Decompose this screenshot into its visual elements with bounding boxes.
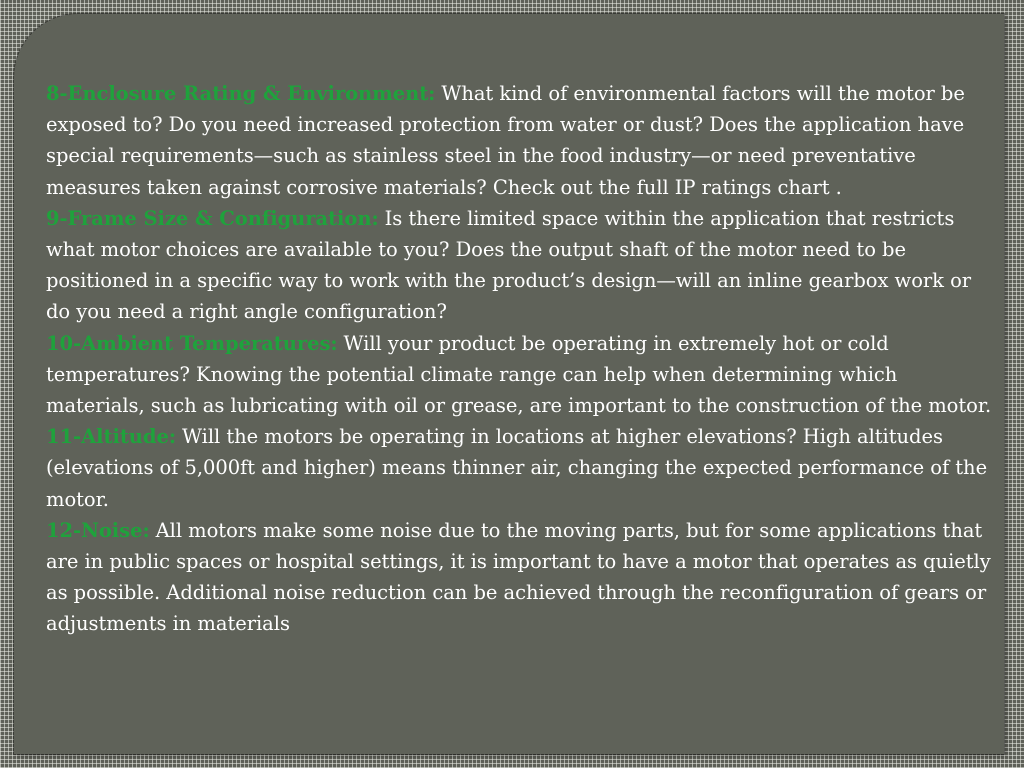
- section-heading: 8-Enclosure Rating & Environment:: [46, 82, 436, 105]
- section-noise: [46, 515, 994, 640]
- section-heading: 9-Frame Size & Configuration:: [46, 206, 379, 230]
- section-ambient-temperatures: [46, 328, 994, 422]
- section-body: What kind of environmental factors will the motor be exposed to? Do you need increased protection from water or dust? Does the application have special requirements—such as stainless steel in the food industry—or need preventative measures taken against corrosive materials? Check out the full IP ratings chart .: [46, 82, 965, 199]
- section-body: Is there limited space within the application that restricts what motor choices are available to you? Does the output shaft of the motor need to be positioned in a specific way to work with the product’s design—will an inline gearbox work or do you need a right angle configuration?: [46, 206, 972, 324]
- section-altitude: [46, 421, 994, 515]
- section-body: All motors make some noise due to the moving parts, but for some applications that are in public spaces or hospital settings, it is important to have a motor that operates as quietly as possible. Additional noise reduction can be achieved through the reconfiguration of gears or adjustments in materials: [46, 518, 991, 636]
- section-frame-size: [46, 203, 994, 328]
- section-body: Will your product be operating in extremely hot or cold temperatures? Knowing the potential climate range can help when determining which materials, such as lubricating with oil or grease, are important to the construction of the motor.: [46, 331, 992, 418]
- section-heading: 11-Altitude:: [46, 425, 177, 449]
- section-body: Will the motors be operating in locations at higher elevations? High altitudes (elevations of 5,000ft and higher) means thinner air, changing the expected performance of the motor.: [46, 425, 988, 511]
- section-heading: 10-Ambient Temperatures:: [46, 331, 338, 355]
- section-enclosure-rating: [46, 78, 994, 203]
- section-heading: 12-Noise:: [46, 518, 150, 542]
- slide-panel: [14, 14, 1004, 754]
- slide-content: [46, 78, 994, 640]
